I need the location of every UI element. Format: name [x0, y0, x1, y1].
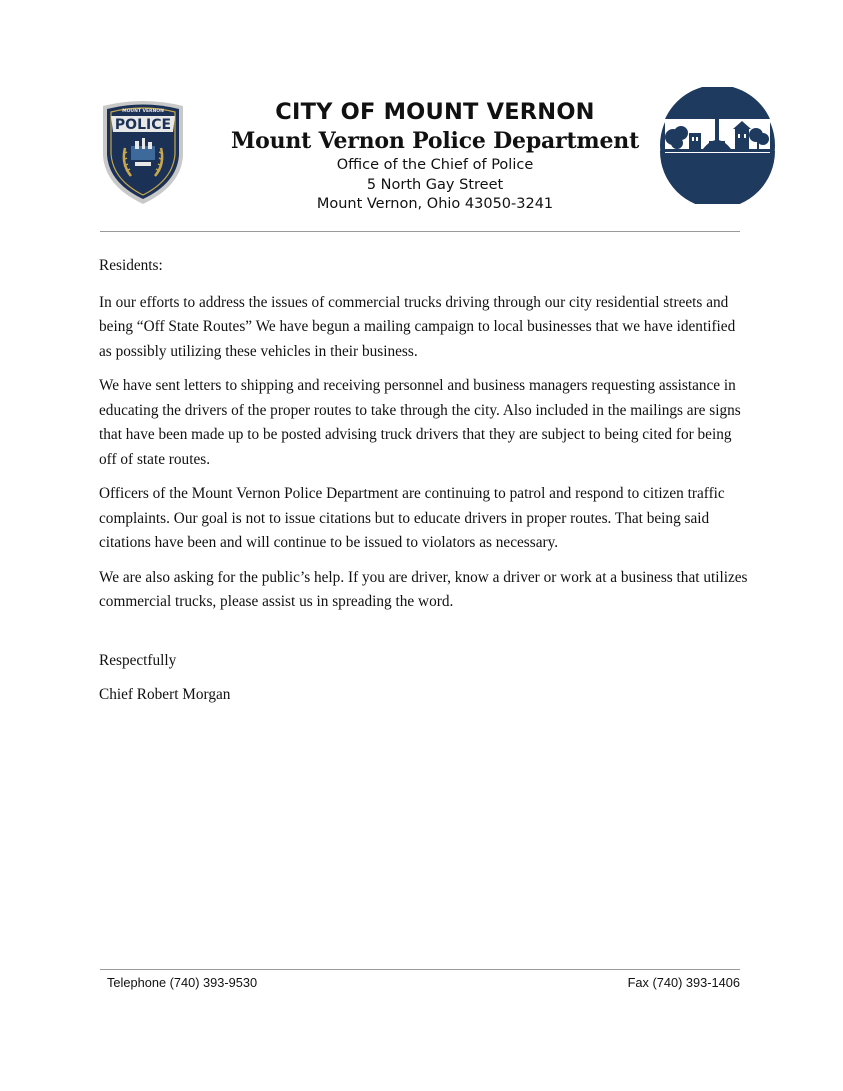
signature: Chief Robert Morgan — [99, 686, 231, 703]
letter-paragraph: In our efforts to address the issues of commercial trucks driving through our city residential streets and being “Off State Routes” We have begun a mailing campaign to local businesses that we have identified as possibly utilizing these vehicles in their business. — [99, 293, 736, 360]
city-name: CITY OF MOUNT VERNON — [275, 99, 595, 125]
header-divider — [100, 231, 740, 232]
street-address: 5 North Gay Street — [366, 176, 504, 193]
office-line: Office of the Chief of Police — [336, 157, 534, 173]
badge-main-text: POLICE — [114, 117, 172, 133]
letter-paragraph: Officers of the Mount Vernon Police Department are continuing to patrol and respond to citizen traffic complaints. Our goal is not to issue citations but to educate drivers in proper routes. That being said citations have been and will continue to be issued to violators as necessary. — [99, 485, 725, 551]
footer-divider — [100, 969, 740, 970]
telephone-number: Telephone (740) 393-9530 — [107, 975, 258, 990]
police-badge-icon — [97, 98, 189, 206]
letterhead-footer — [107, 975, 740, 990]
badge-top-text: MOUNT VERNON — [122, 109, 164, 114]
salutation: Residents: — [99, 257, 163, 274]
department-name: Mount Vernon Police Department — [230, 128, 640, 154]
letterhead-header — [200, 98, 670, 215]
letter-paragraph: We are also asking for the public’s help. If you are driver, know a driver or work at a business that utilizes commercial trucks, please assist us in spreading the word. — [99, 568, 748, 610]
city-skyline-seal-icon — [659, 87, 776, 204]
fax-number: Fax (740) 393-1406 — [627, 975, 740, 990]
letter-body — [99, 254, 749, 718]
closing: Respectfully — [99, 651, 177, 669]
letter-paragraph: We have sent letters to shipping and receiving personnel and business managers requesting assistance in educating the drivers of the proper routes to take through the city. Also included in the mailings are signs that have been made up to be posted advising truck drivers that they are subject to being cited for being off of state routes. — [99, 377, 741, 468]
city-state-zip: Mount Vernon, Ohio 43050-3241 — [316, 196, 554, 212]
